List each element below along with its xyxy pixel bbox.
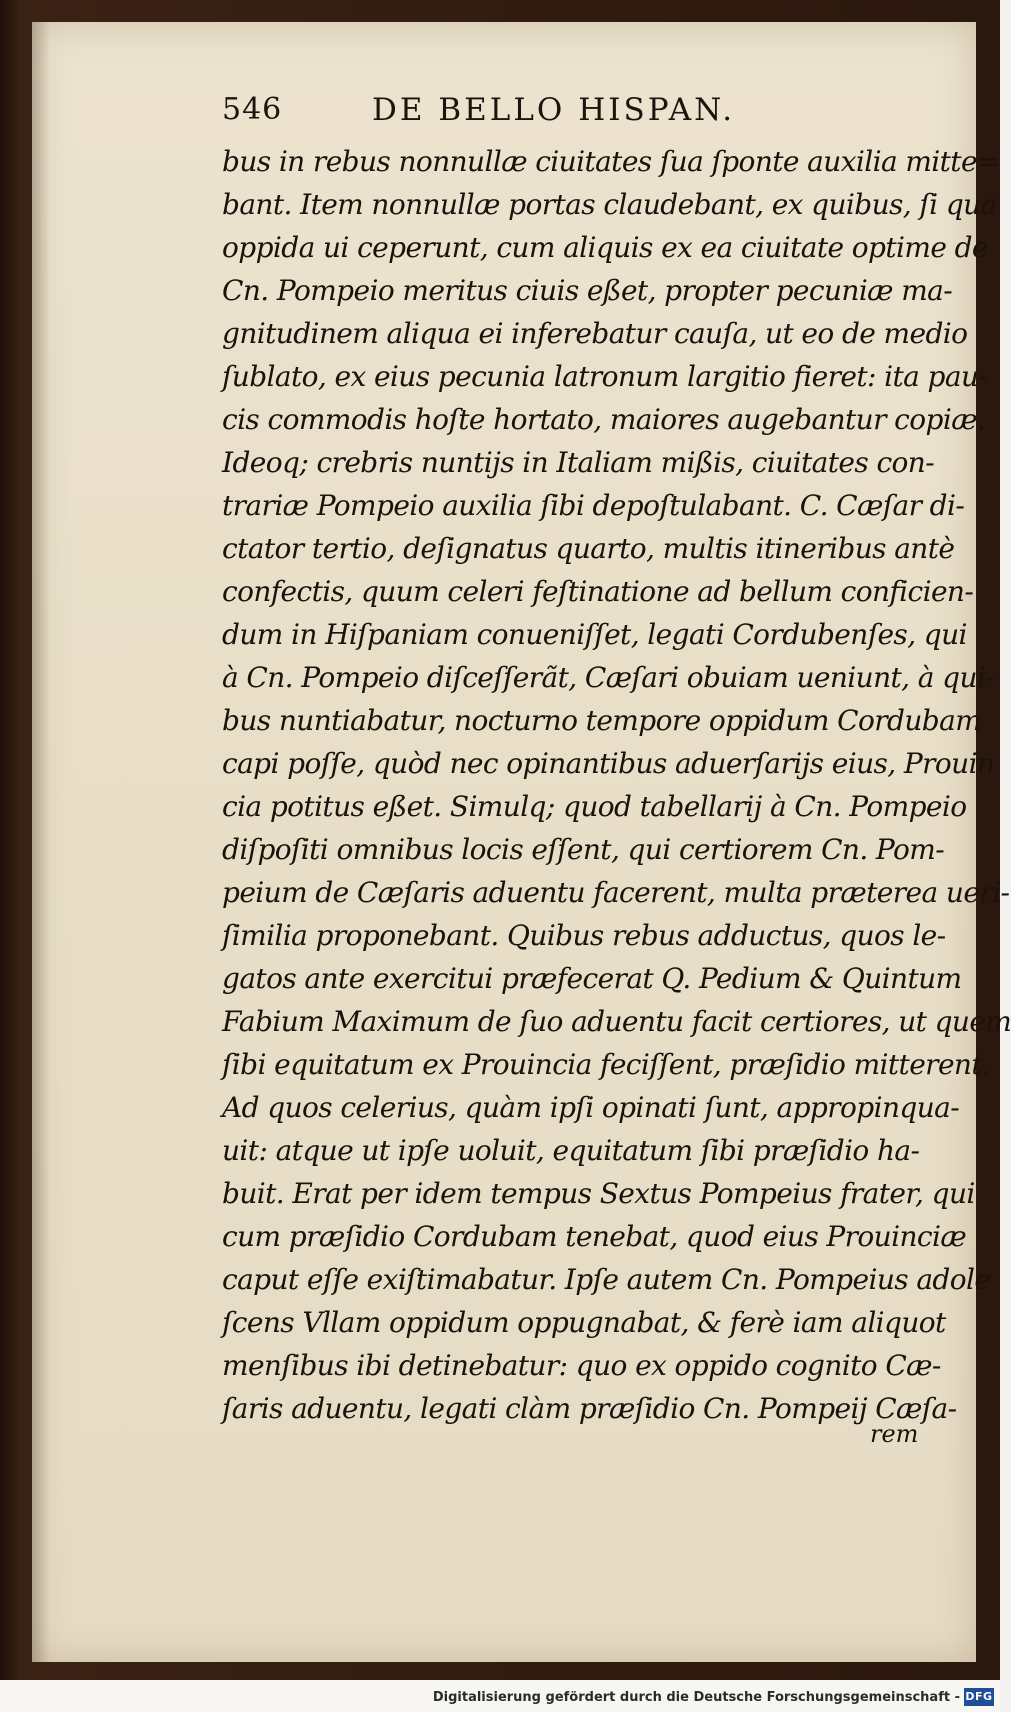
text-line: peium de Cæſaris aduentu facerent, multa præterea ueri- [222, 876, 1010, 909]
catchword: rem [870, 1420, 919, 1448]
text-line: Cn. Pompeio meritus ciuis eßet, propter pecuniæ ma- [222, 274, 953, 307]
text-line: bus nuntiabatur, nocturno tempore oppidum Cordubam [222, 704, 982, 737]
dfg-logo-icon[interactable]: DFG [964, 1688, 994, 1706]
text-line: ſimilia proponebant. Quibus rebus adductus, quos le- [222, 919, 946, 952]
text-line: confectis, quum celeri feſtinatione ad bellum conficien- [222, 575, 974, 608]
text-line: gnitudinem aliqua ei inferebatur cauſa, ut eo de medio [222, 317, 968, 350]
text-line: bant. Item nonnullæ portas claudebant, ex quibus, ſi qua [222, 188, 997, 221]
digitization-footer [0, 1686, 1000, 1712]
text-line: trariæ Pompeio auxilia ſibi depoſtulabant. C. Cæſar di- [222, 489, 965, 522]
body-text [222, 140, 1011, 1430]
text-line: ſublato, ex eius pecunia latronum largitio fieret: ita pau- [222, 360, 988, 393]
page-header [222, 92, 862, 138]
text-line: bus in rebus nonnullæ ciuitates ſua ſponte auxilia mitte= [222, 145, 1000, 178]
text-line: dum in Hiſpaniam conueniſſet, legati Cordubenſes, qui [222, 618, 967, 651]
text-line: ſcens Vllam oppidum oppugnabat, & ferè iam aliquot [222, 1306, 946, 1339]
text-line: gatos ante exercitui præfecerat Q. Pedium & Quintum [222, 962, 962, 995]
text-line: capi poſſe, quòd nec opinantibus aduerſarijs eius, Prouin [222, 747, 995, 780]
funding-credit: Digitalisierung gefördert durch die Deutsche Forschungsgemeinschaft - [432, 1690, 960, 1705]
text-line: Ideoq; crebris nuntijs in Italiam mißis, ciuitates con- [222, 446, 935, 479]
text-line: oppida ui ceperunt, cum aliquis ex ea ciuitate optime de [222, 231, 988, 264]
text-line: caput eſſe exiſtimabatur. Ipſe autem Cn. Pompeius adole [222, 1263, 991, 1296]
text-line: buit. Erat per idem tempus Sextus Pompeius frater, qui [222, 1177, 975, 1210]
text-line: ſaris aduentu, legati clàm præſidio Cn. Pompeij Cæſa- [222, 1392, 957, 1425]
text-line: Fabium Maximum de ſuo aduentu facit certiores, ut quem [222, 1005, 1011, 1038]
running-head: DE BELLO HISPAN. [372, 92, 736, 128]
text-line: à Cn. Pompeio diſceſſerãt, Cæſari obuiam ueniunt, à qui- [222, 661, 995, 694]
text-line: menſibus ibi detinebatur: quo ex oppido cognito Cæ- [222, 1349, 941, 1382]
text-line: cis commodis hoſte hortato, maiores augebantur copiæ. [222, 403, 986, 436]
text-line: ſibi equitatum ex Prouincia feciſſent, præſidio mitterent. [222, 1048, 991, 1081]
text-line: cum præſidio Cordubam tenebat, quod eius Prouinciæ [222, 1220, 967, 1253]
text-line: Ad quos celerius, quàm ipſi opinati ſunt, appropinqua- [222, 1091, 960, 1124]
text-line: ctator tertio, deſignatus quarto, multis itineribus antè [222, 532, 955, 565]
page-number: 546 [222, 92, 283, 127]
text-line: cia potitus eßet. Simulq; quod tabellarij à Cn. Pompeio [222, 790, 967, 823]
text-line: uit: atque ut ipſe uoluit, equitatum ſibi præſidio ha- [222, 1134, 920, 1167]
text-line: diſpoſiti omnibus locis eſſent, qui certiorem Cn. Pom- [222, 833, 945, 866]
